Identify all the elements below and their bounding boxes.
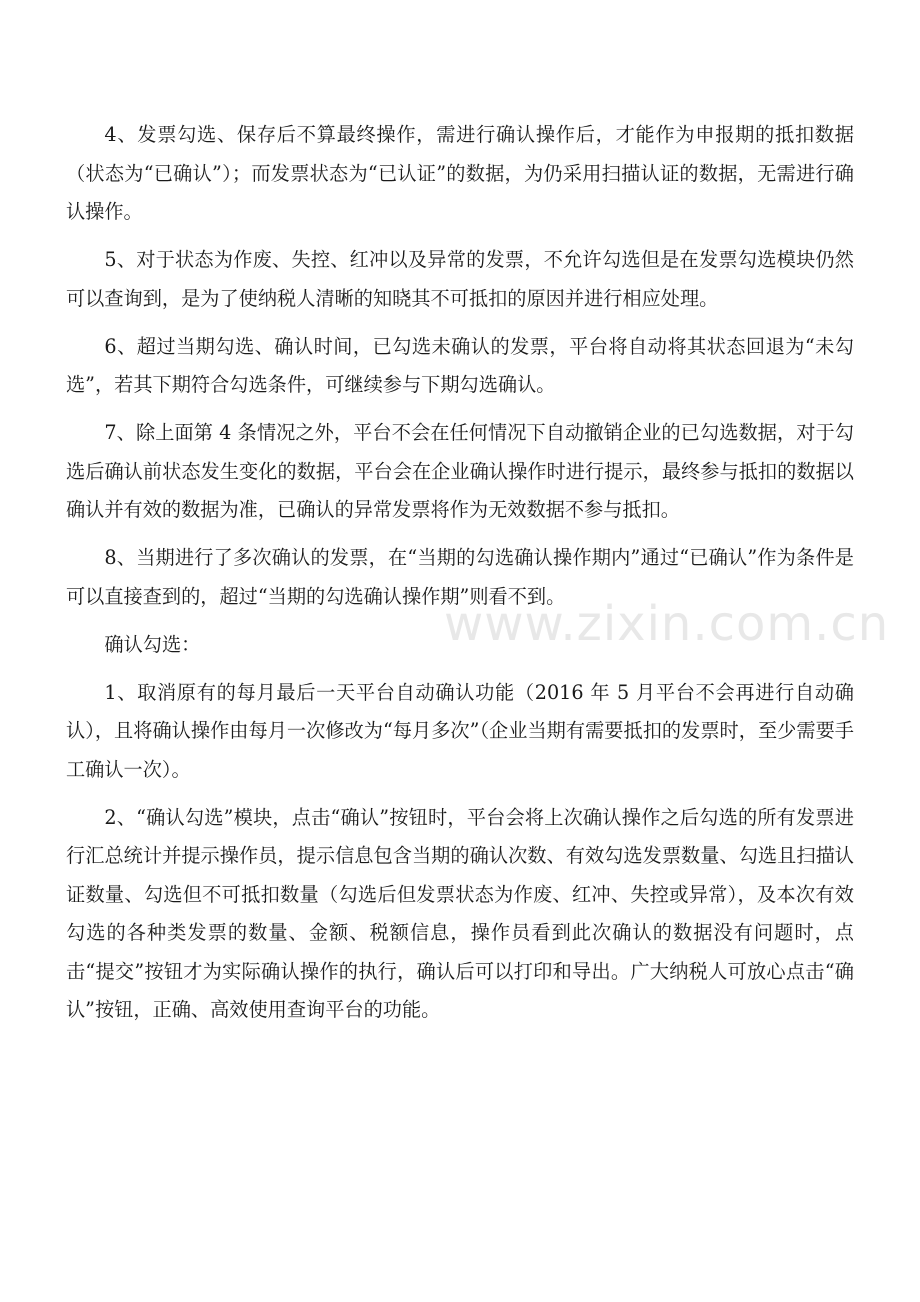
paragraph-item-5: 5、对于状态为作废、失控、红冲以及异常的发票，不允许勾选但是在发票勾选模块仍然可以查询到，是为了使纳税人清晰的知晓其不可抵扣的原因并进行相应处理。 xyxy=(66,248,854,310)
section-heading-confirm-selection: 确认勾选： xyxy=(104,632,201,656)
paragraph-item-4: 4、发票勾选、保存后不算最终操作，需进行确认操作后，才能作为申报期的抵扣数据（状态为“已确认”）；而发票状态为“已认证”的数据，为仍采用扫描认证的数据，无需进行确认操作。 xyxy=(66,123,854,223)
watermark-text: www.zixin.com.cn xyxy=(444,596,890,652)
paragraph-item-7: 7、除上面第 4 条情况之外，平台不会在任何情况下自动撤销企业的已勾选数据，对于勾选后确认前状态发生变化的数据，平台会在企业确认操作时进行提示，最终参与抵扣的数据以确认并有效的数据为准，已确认的异常发票将作为无效数据不参与抵扣。 xyxy=(66,421,854,521)
document-body xyxy=(66,116,890,1030)
confirm-item-1: 1、取消原有的每月最后一天平台自动确认功能（2016 年 5 月平台不会再进行自动确认），且将确认操作由每月一次修改为“每月多次”（企业当期有需要抵扣的发票时，至少需要手工确认一次）。 xyxy=(66,680,854,781)
paragraph-item-8: 8、当期进行了多次确认的发票，在“当期的勾选确认操作期内”通过“已确认”作为条件是可以直接查到的，超过“当期的勾选确认操作期”则看不到。 xyxy=(66,546,854,608)
paragraph-item-6: 6、超过当期勾选、确认时间，已勾选未确认的发票，平台将自动将其状态回退为“未勾选”，若其下期符合勾选条件，可继续参与下期勾选确认。 xyxy=(66,334,854,396)
confirm-item-2: 2、“确认勾选”模块，点击“确认”按钮时，平台会将上次确认操作之后勾选的所有发票进行汇总统计并提示操作员，提示信息包含当期的确认次数、有效勾选发票数量、勾选且扫描认证数量、勾选但不可抵扣数量（勾选后但发票状态为作废、红冲、失控或异常），及本次有效勾选的各种类发票的数量、金额、税额信息，操作员看到此次确认的数据没有问题时，点击“提交”按钮才为实际确认操作的执行，确认后可以打印和导出。广大纳税人可放心点击“确认”按钮，正确、高效使用查询平台的功能。 xyxy=(66,805,854,1021)
